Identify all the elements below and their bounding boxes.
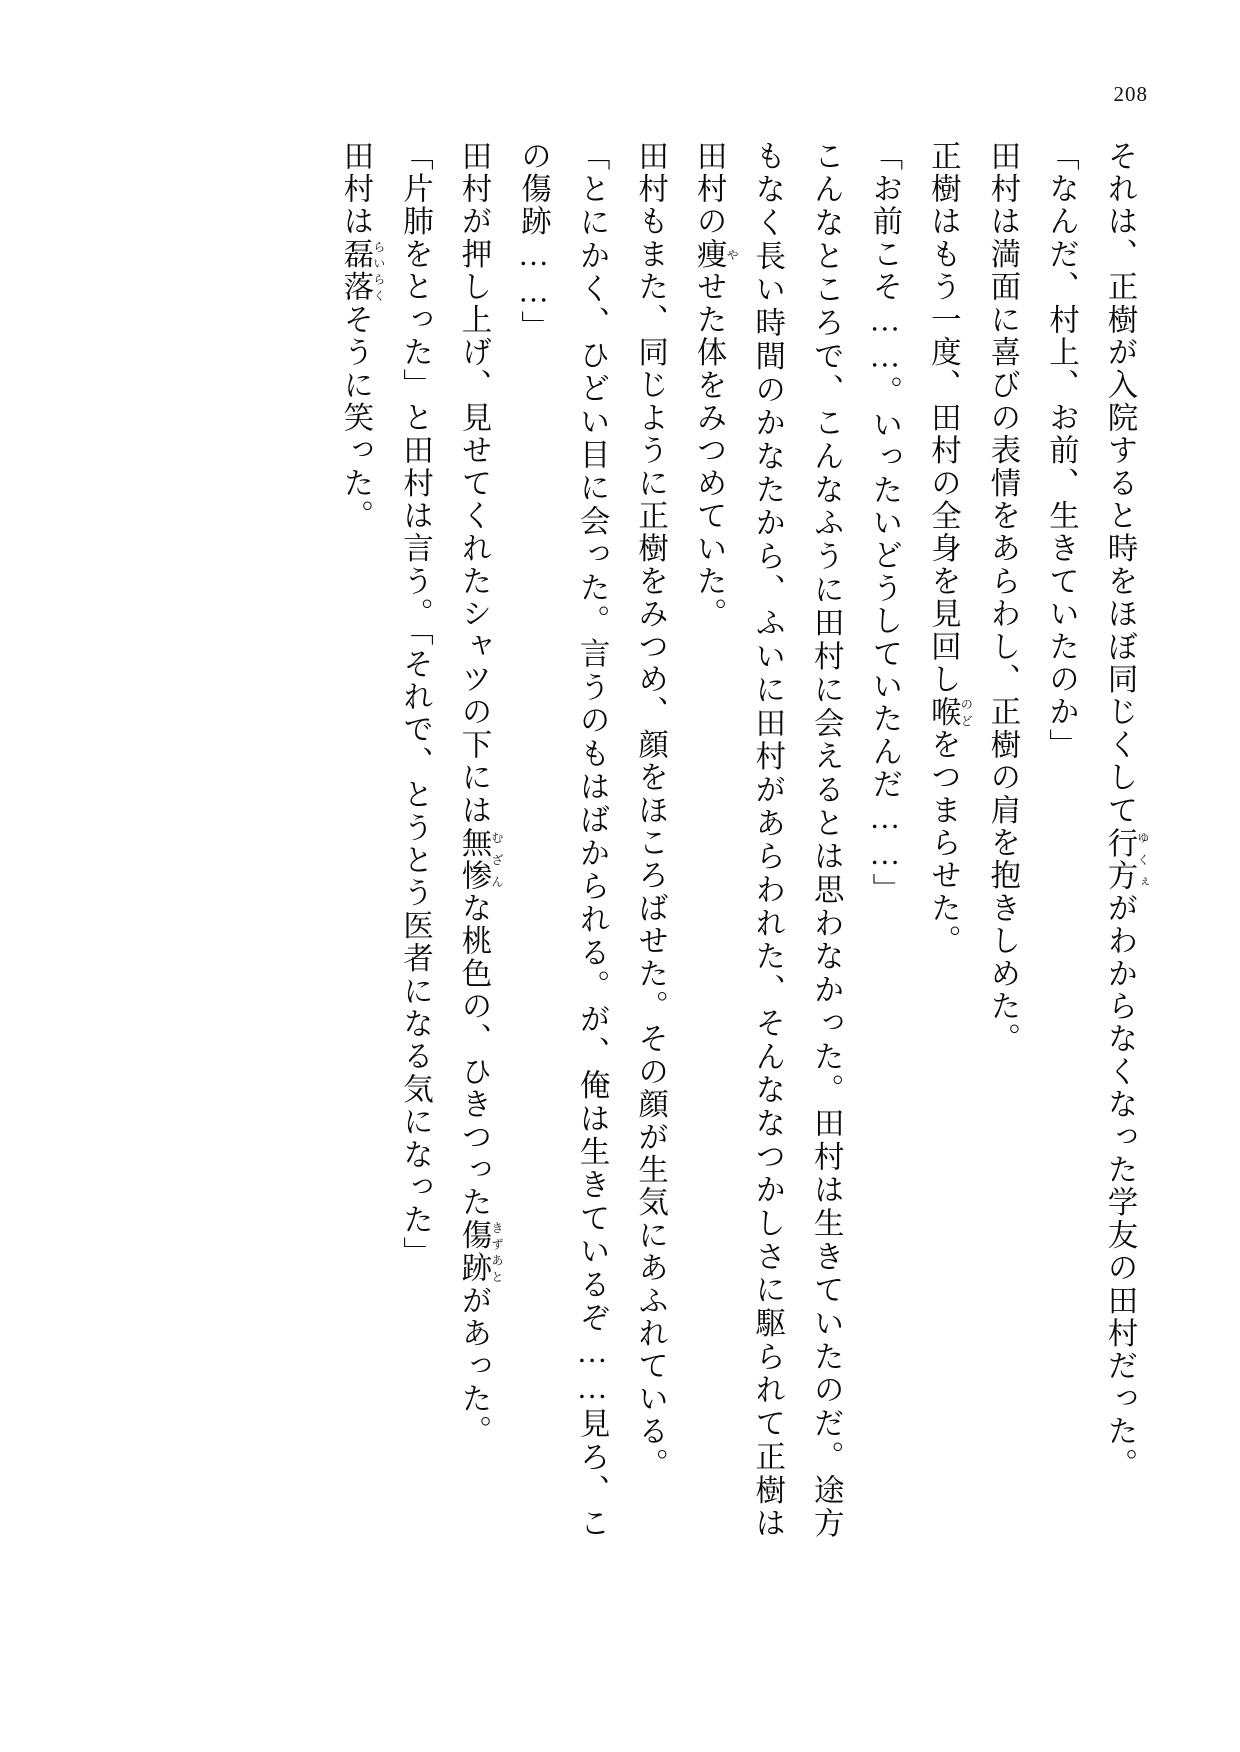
paragraph: 「なんだ、村上、お前、生きていたのか」 [1044,140,1079,762]
ruby-yukue: 行方 ゆくぇ [1103,826,1150,893]
paragraph: 田村は満面に喜びの表情をあらわし、正樹の肩を抱きしめた。 [985,140,1020,1056]
paragraph: それは、正樹が入院すると時をほぼ同じくして行方 ゆくぇがわからなくなった学友の田村だった。 [1103,140,1150,1481]
paragraph: 「お前こそ……。いったいどうしていたんだ……」 [867,140,902,907]
ruby-muzan: 無惨 むざん [456,826,504,893]
paragraph: 田村が押し上げ、見せてくれたシャツの下には無惨 むざんな桃色の、ひきつった傷跡 きずあとがあった。 [456,140,504,1449]
paragraph: 「とにかく、ひどい目に会った。言うのもはばかられる。が、俺は生きているぞ……見ろ、この傷跡……」 [516,140,610,1540]
page-number: 208 [1113,82,1148,106]
ruby-yase: 痩 や [692,238,740,271]
paragraph: 正樹はもう一度、田村の全身を見回し喉 のどをつまらせた。 [926,140,974,958]
ruby-nodo: 喉 のど [926,695,974,729]
page-text-body [140,140,1150,1540]
ruby-rairaku: 磊落 らいらく [338,238,386,304]
paragraph: 「片肺をとった」と田村は言う。「それで、とうとう医者になる気になった」 [398,140,433,1270]
paragraph: 田村もまた、同じように正樹をみつめ、顔をほころばせた。その顔が生気にあふれている。 [633,140,668,1481]
paragraph: こんなところで、こんなふうに田村に会えるとは思わなかった。田村は生きていたのだ。途方もなく長い時間のかなたから、ふいに田村があらわれた、そんななつかしさに駆られて正樹は田村の痩 やせた体をみつめていた。 [692,140,844,1540]
ruby-kizuato: 傷跡 きずあと [456,1219,504,1285]
paragraph: 田村は磊落 らいらくそうに笑った。 [338,140,386,533]
